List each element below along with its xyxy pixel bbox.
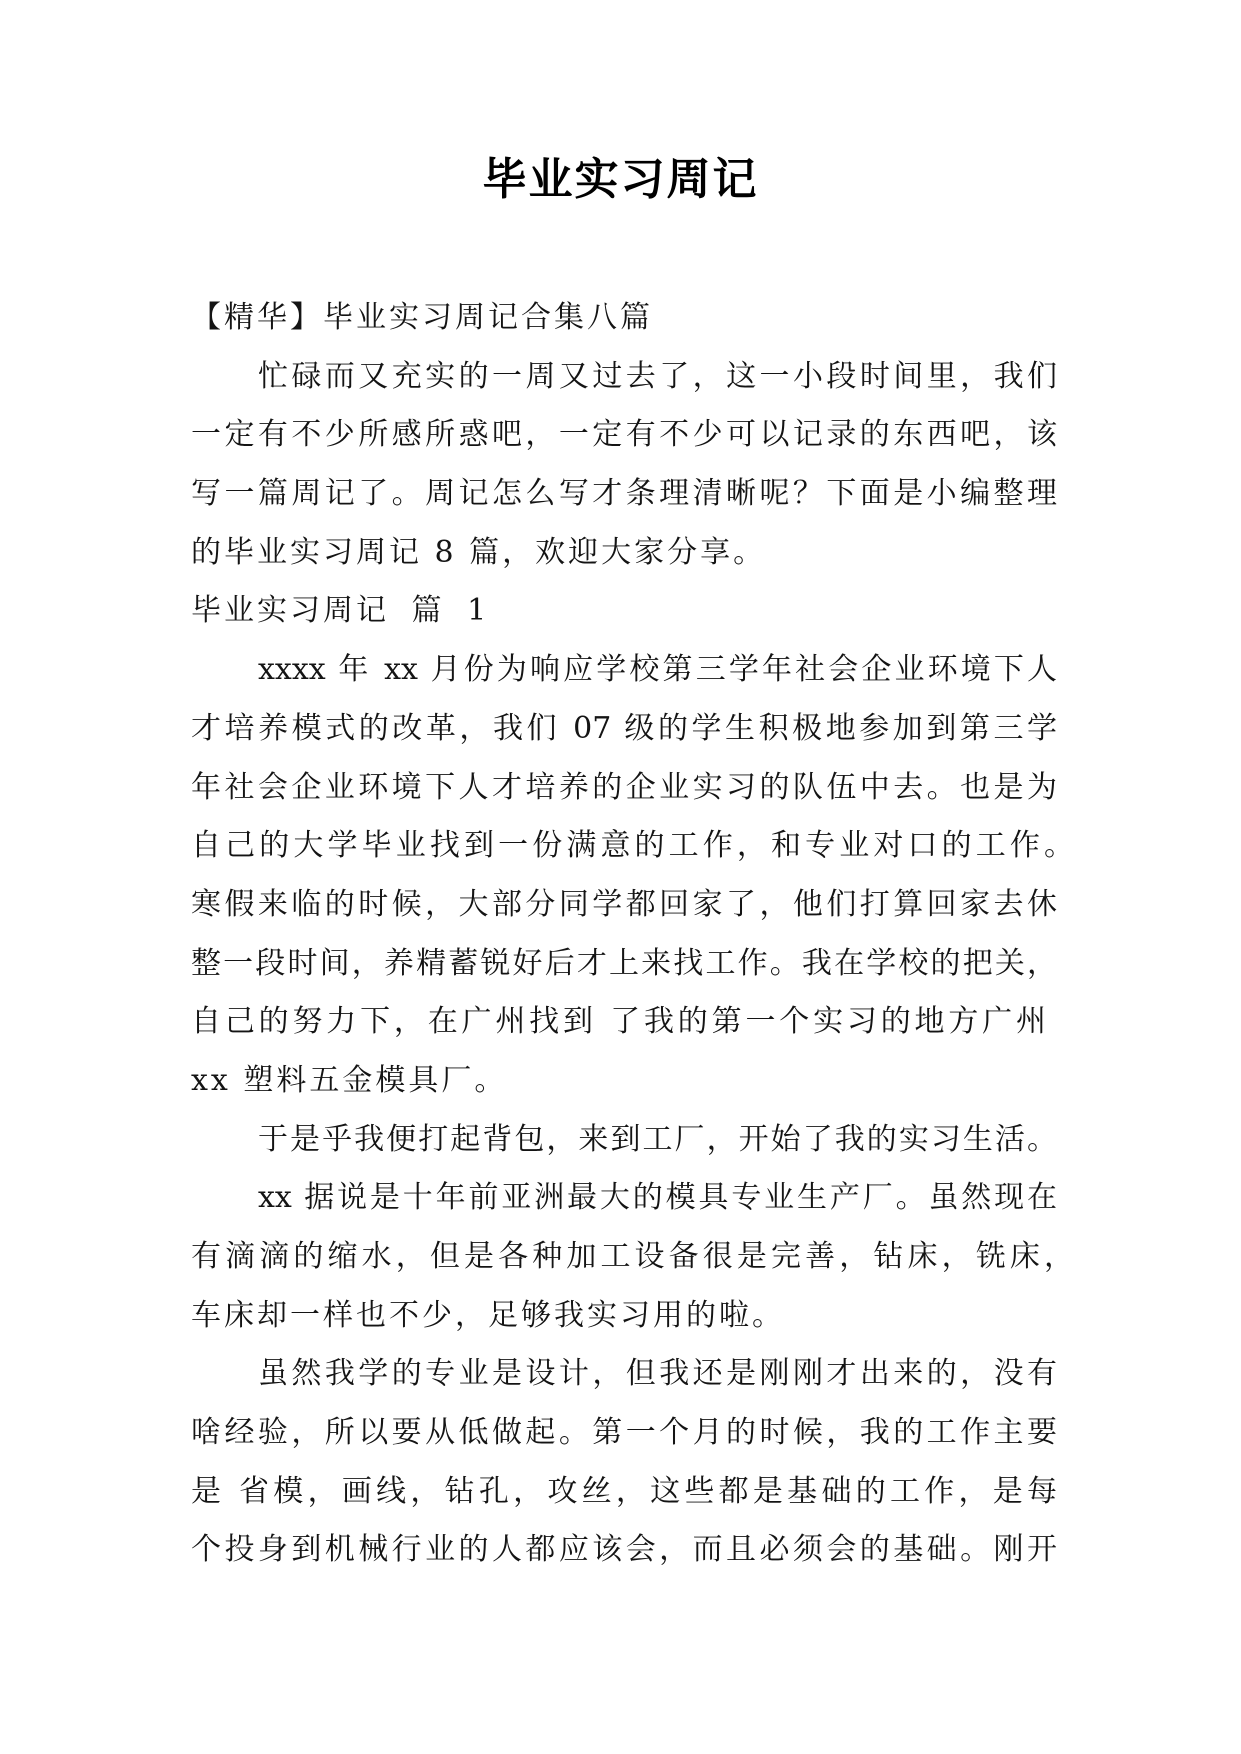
text-line: 虽然我学的专业是设计，但我还是刚刚才出来的，没有 — [258, 1356, 1057, 1392]
paragraph — [191, 1345, 1057, 1580]
text-line: 个投身到机械行业的人都应该会，而且必须会的基础。刚开 — [191, 1532, 1057, 1568]
text-line: 寒假来临的时候，大部分同学都回家了，他们打算回家去休 — [191, 886, 1057, 922]
text-line: xx 据说是十年前亚洲最大的模具专业生产厂。虽然现在 — [258, 1180, 1057, 1216]
text-line: 的毕业实习周记 8 篇，欢迎大家分享。 — [191, 534, 767, 570]
text-line: 忙碌而又充实的一周又过去了，这一小段时间里，我们 — [258, 358, 1057, 394]
text-line: 自己的大学毕业找到一份满意的工作，和专业对口的工作。 — [191, 828, 1074, 864]
text-line: 于是乎我便打起背包，来到工厂，开始了我的实习生活。 — [258, 1121, 1057, 1157]
paragraph — [191, 1169, 1074, 1345]
intro-paragraph — [191, 348, 1057, 583]
text-line: 年社会企业环境下人才培养的企业实习的队伍中去。也是为 — [191, 769, 1057, 805]
section-heading: 毕业实习周记 篇 1 — [191, 593, 490, 629]
text-line: 啥经验，所以要从低做起。第一个月的时候，我的工作主要 — [191, 1415, 1057, 1451]
text-line: 写一篇周记了。周记怎么写才条理清晰呢？下面是小编整理 — [191, 476, 1057, 512]
text-line: 自己的努力下，在广州找到 了我的第一个实习的地方广州 — [191, 1004, 1046, 1040]
text-line: 整一段时间，养精蓄锐好后才上来找工作。我在学校的把关， — [191, 945, 1057, 981]
text-line: 有滴滴的缩水，但是各种加工设备很是完善，钻床，铣床， — [191, 1239, 1074, 1274]
text-line: 车床却一样也不少，足够我实习用的啦。 — [191, 1297, 785, 1333]
text-line: xxxx 年 xx 月份为响应学校第三学年社会企业环境下人 — [258, 652, 1057, 688]
text-line: 才培养模式的改革，我们 07 级的学生积极地参加到第三学 — [191, 710, 1057, 746]
text-line: xx 塑料五金模具厂。 — [191, 1062, 508, 1098]
document-subtitle: 【精华】毕业实习周记合集八篇 — [191, 300, 653, 335]
text-line: 是 省模，画线，钻孔，攻丝，这些都是基础的工作，是每 — [191, 1473, 1057, 1509]
document-body — [191, 289, 1074, 1580]
paragraph — [191, 1111, 1057, 1170]
paragraph — [191, 641, 1074, 1111]
document-title: 毕业实习周记 — [482, 154, 759, 205]
text-line: 一定有不少所感所惑吧，一定有不少可以记录的东西吧，该 — [191, 417, 1057, 453]
